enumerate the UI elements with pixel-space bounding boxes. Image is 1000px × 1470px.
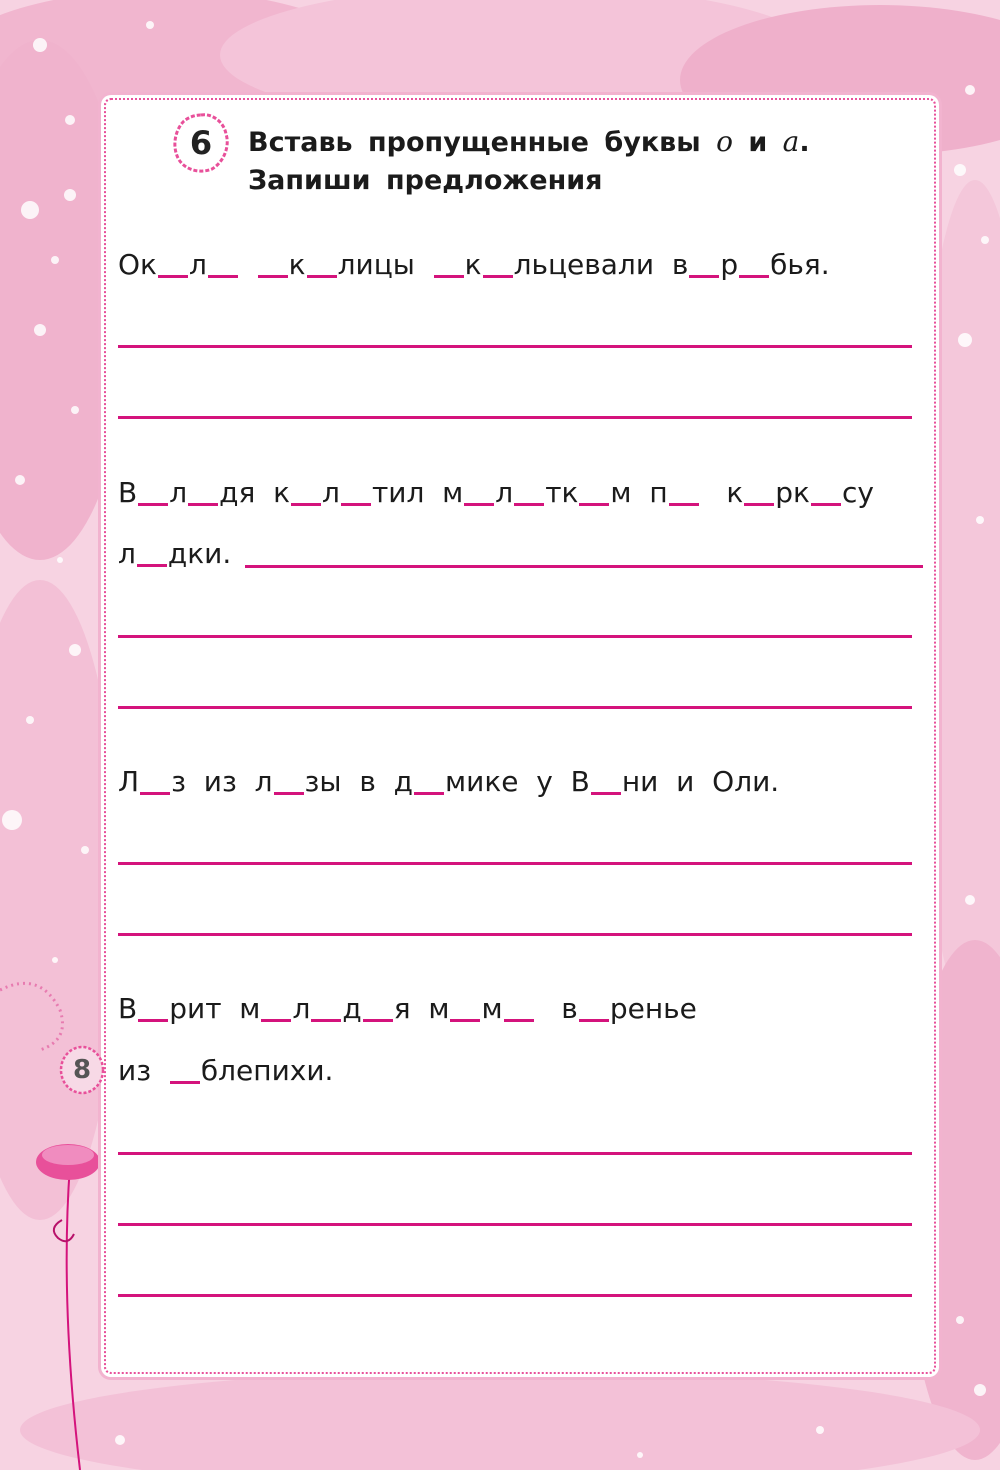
blank[interactable] (291, 503, 321, 506)
blank[interactable] (579, 503, 609, 506)
writing-line[interactable] (118, 1294, 912, 1297)
writing-line[interactable] (118, 862, 912, 865)
blank[interactable] (274, 792, 304, 795)
blank[interactable] (311, 1019, 341, 1022)
page-number: 8 (72, 1055, 92, 1085)
sentence-fragment: ни и Оли. (621, 765, 780, 798)
task-line1-suffix: . (799, 127, 810, 158)
blank[interactable] (258, 275, 288, 278)
sentence-fragment: м п (610, 476, 668, 509)
blank[interactable] (138, 503, 168, 506)
sentence-fragment: Л (118, 765, 140, 798)
blank[interactable] (579, 1019, 609, 1022)
sentence-fragment: ренье (609, 992, 697, 1025)
blank[interactable] (483, 275, 513, 278)
task-instruction (248, 124, 888, 200)
sentence-fragment: рк (775, 476, 810, 509)
sentence-fragment: дки. (167, 537, 232, 570)
blank[interactable] (140, 792, 170, 795)
sentence-fragment: к (464, 248, 482, 281)
sentence-fragment: тк (545, 476, 579, 509)
blank[interactable] (208, 275, 238, 278)
blank[interactable] (689, 275, 719, 278)
sentence-fragment: блепихи. (200, 1054, 334, 1087)
sentence-fragment: из (118, 1054, 169, 1087)
sentence-fragment: д (342, 992, 362, 1025)
task-line2: Запиши предложения (248, 165, 603, 196)
letter-o: о (716, 125, 733, 158)
sentence-fragment: л (322, 476, 340, 509)
sentence-4-continued (118, 1054, 928, 1088)
blank[interactable] (414, 792, 444, 795)
sentence-fragment: су (841, 476, 874, 509)
sentence-fragment: В (118, 992, 138, 1025)
writing-line[interactable] (118, 1223, 912, 1226)
blank[interactable] (504, 1019, 534, 1022)
writing-line[interactable] (118, 1152, 912, 1155)
blank[interactable] (739, 275, 769, 278)
writing-line[interactable] (118, 706, 912, 709)
writing-line[interactable] (118, 635, 912, 638)
blank[interactable] (591, 792, 621, 795)
sentence-fragment: л (169, 476, 188, 509)
blank[interactable] (464, 503, 494, 506)
blank[interactable] (188, 503, 218, 506)
sentence-fragment: В (118, 476, 138, 509)
sentence-fragment: к (288, 248, 306, 281)
writing-line[interactable] (118, 345, 912, 348)
sentence-fragment: льцевали в (513, 248, 689, 281)
sentence-fragment: мике у В (445, 765, 590, 798)
sentence-fragment: м (481, 992, 503, 1025)
sentence-fragment: л (292, 992, 311, 1025)
sentence-fragment: бья. (770, 248, 830, 281)
task-line1-prefix: Вставь пропущенные буквы (248, 127, 717, 158)
sentence-fragment: л (118, 537, 136, 570)
sentence-fragment: р (720, 248, 739, 281)
blank[interactable] (170, 1081, 200, 1084)
sentence-fragment: к (699, 476, 744, 509)
task-conj: и (732, 127, 783, 158)
blank[interactable] (450, 1019, 480, 1022)
exercise-number: 6 (189, 124, 213, 162)
blank[interactable] (669, 503, 699, 506)
sentence-fragment: л (495, 476, 514, 509)
sentence-fragment: тил м (371, 476, 464, 509)
sentence-fragment: дя к (219, 476, 291, 509)
blank[interactable] (261, 1019, 291, 1022)
sentence-fragment: рит м (169, 992, 261, 1025)
writing-line[interactable] (118, 933, 912, 936)
sentence-4 (118, 992, 928, 1026)
sentence-2 (118, 476, 928, 510)
sentence-fragment: зы в д (304, 765, 414, 798)
sentence-fragment (239, 248, 257, 281)
blank[interactable] (744, 503, 774, 506)
sentence-fragment: Ок (118, 248, 157, 281)
sentence-fragment: в (534, 992, 578, 1025)
blank[interactable] (811, 503, 841, 506)
sentence-fragment: з из л (171, 765, 273, 798)
blank[interactable] (514, 503, 544, 506)
writing-line[interactable] (118, 416, 912, 419)
letter-a: а (782, 125, 800, 158)
sentence-fragment: л (188, 248, 207, 281)
sentence-1 (118, 248, 928, 282)
sentence-3 (118, 765, 928, 799)
blank[interactable] (138, 1019, 168, 1022)
worksheet-card (101, 95, 939, 1377)
writing-line[interactable] (245, 565, 923, 568)
blank[interactable] (434, 275, 464, 278)
sentence-fragment: лицы (337, 248, 433, 281)
blank[interactable] (363, 1019, 393, 1022)
blank[interactable] (341, 503, 371, 506)
blank[interactable] (137, 564, 167, 567)
sentence-fragment: я м (393, 992, 450, 1025)
blank[interactable] (158, 275, 188, 278)
blank[interactable] (307, 275, 337, 278)
